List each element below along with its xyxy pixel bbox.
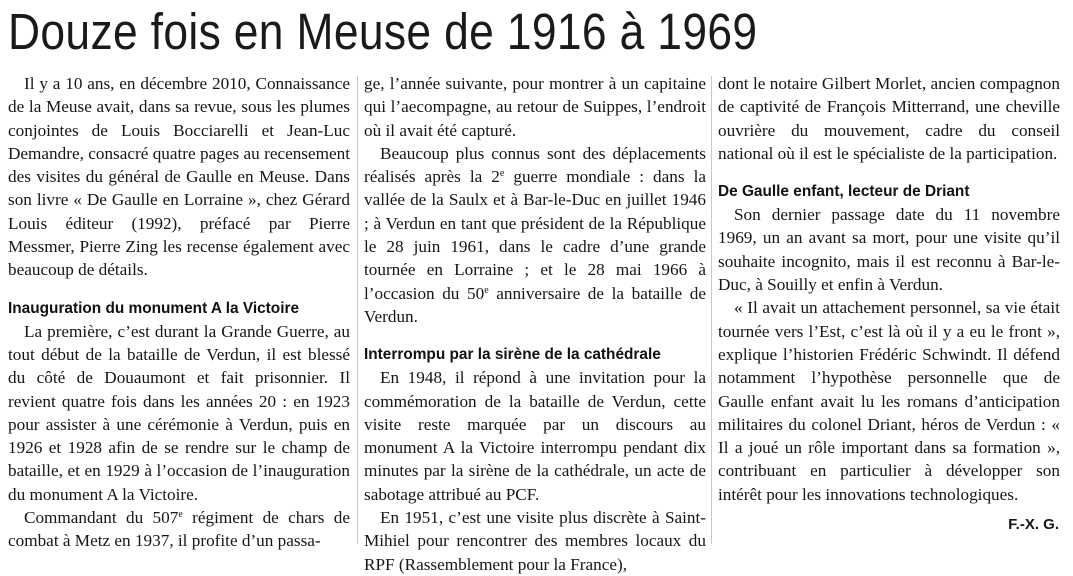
paragraph: ge, l’année suivante, pour montrer à un capitaine qui l’aecompagne, au retour de Suippes, l’endroit où il avait été capturé. [364,74,706,140]
paragraph: « Il avait un attachement personnel, sa vie était tournée vers l’Est, c’est là où il y a eu le front », explique l’historien Frédéric Schwindt. Il défend notamment l’hypothèse personnelle que de Gaulle enfant avait lu les romans d’anticipation militaires du colonel Driant, héros de Verdun : « Il a joué un rôle important dans sa formation », contribuant en particulier à développer son intérêt pour les innovations technologiques. [718,298,1060,504]
subheading: Inauguration du monument A la Victoire [8,299,300,317]
ordinal-suffix: e [178,509,183,521]
paragraph [364,142,706,328]
subheading: De Gaulle enfant, lecteur de Driant [718,183,970,201]
ordinal-suffix: e [484,284,489,296]
text-run: Beaucoup plus connus sont des déplacements réalisés après la 2 [364,143,706,187]
paragraph: Son dernier passage date du 11 novembre 1969, un an avant sa mort, pour une visite qu’il souhaite incognito, mais il est reconnu à Bar-le-Duc, à Souilly et enfin à Verdun. [718,205,1060,295]
column-3 [718,72,1060,506]
headline: Douze fois en Meuse de 1916 à 1969 [8,3,758,60]
text-run: anniversaire de la bataille de Verdun. [364,283,706,326]
ordinal-suffix: e [499,168,505,180]
paragraph [8,506,350,553]
column-2 [364,72,706,576]
paragraph: En 1951, c’est une visite plus discrète à Saint-Mihiel pour rencontrer des membres locaux du RPF (Rassemblement pour la France), [364,508,706,574]
text-run: Commandant du 507 [24,508,179,528]
author-signature: F.-X. G. [1008,516,1059,533]
column-1 [8,72,350,553]
paragraph: Il y a 10 ans, en décembre 2010, Connaissance de la Meuse avait, dans sa revue, sous les plumes conjointes de Louis Bocciarelli et Jean-Luc Demandre, consacré quatre pages au recensement des visites du général de Gaulle en Meuse. Dans son livre « De Gaulle en Lorraine », chez Gérard Louis éditeur (1992), préfacé par Pierre Messmer, Pierre Zing les recense également avec beaucoup de détails. [8,74,350,280]
paragraph: En 1948, il répond à une invitation pour la commémoration de la bataille de Verdun, cette visite reste marquée par un discours au monument A la Victoire interrompu pendant dix minutes par la sirène de la cathédrale, un acte de sabotage attribué au PCF. [364,368,706,504]
subheading: Interrompu par la sirène de la cathédrale [364,346,661,364]
text-run: guerre mondiale : dans la vallée de la Saulx et à Bar-le-Duc en juillet 1946 ; à Verdun en tant que président de la République le 28 juin 1961, dans le cadre d’une grande tournée en Lorraine ; et le 28 mai 1966 à l’occasion du 50 [364,167,706,303]
column-divider [711,76,712,544]
column-divider [357,76,358,544]
paragraph: dont le notaire Gilbert Morlet, ancien compagnon de captivité de François Mitterrand, une cheville ouvrière du mouvement, cadre du conseil national où il est le spécialiste de la participation. [718,74,1060,163]
paragraph: La première, c’est durant la Grande Guerre, au tout début de la bataille de Verdun, il est blessé du côté de Douaumont et fait prisonnier. Il revient quatre fois dans les années 20 : en 1923 pour assister à une cérémonie à Verdun, puis en 1926 et 1928 afin de se rendre sur le champ de bataille, et en 1929 à l’occasion de l’inauguration du monument A la Victoire. [8,321,350,504]
text-run: régiment de chars de combat à Metz en 1937, il profite d’un passa- [8,508,350,551]
